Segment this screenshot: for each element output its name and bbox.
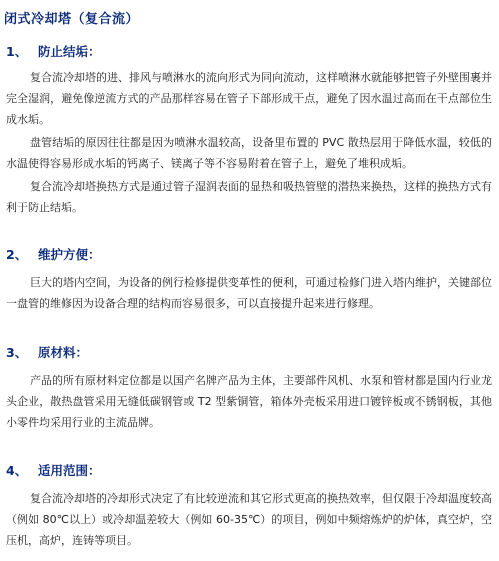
section-heading-prevent-scaling [6, 42, 101, 60]
section-heading-text: 维护方便： [38, 247, 101, 262]
section-heading-text: 适用范围： [38, 463, 101, 478]
section-heading-raw-materials [6, 343, 88, 361]
section-number: 2、 [6, 247, 28, 262]
section-number: 1、 [6, 44, 28, 59]
section-number: 3、 [6, 345, 28, 360]
section-heading-application-scope [6, 461, 101, 479]
section-number: 4、 [6, 463, 28, 478]
paragraph: 巨大的塔内空间，为设备的例行检修提供变革性的便利，可通过检修门进入塔内维护，关键部位一盘管的维修因为设备合理的结构而容易很多，可以直接提升起来进行修理。 [6, 276, 492, 310]
paragraph: 复合流冷却塔的进、排风与喷淋水的流向形式为同向流动，这样喷淋水就能够把管子外壁围裹并完全湿润，避免像逆流方式的产品那样容易在管子下部形成干点，避免了因水温过高而在干点部位生成水垢。 [6, 71, 492, 126]
page-title: 闭式冷却塔（复合流） [4, 12, 140, 27]
paragraph: 复合流冷却塔换热方式是通过管子湿润表面的显热和吸热管壁的潜热来换热，这样的换热方式有利于防止结垢。 [6, 180, 492, 214]
section-heading-text: 防止结垢： [38, 44, 101, 59]
paragraph: 盘管结垢的原因往往都是因为喷淋水温较高，设备里布置的 PVC 散热层用于降低水温，较低的水温使得容易形成水垢的钙离子、镁离子等不容易附着在管子上，避免了堆积成垢。 [6, 136, 492, 170]
section-heading-easy-maintenance [6, 245, 101, 263]
paragraph: 复合流冷却塔的冷却形式决定了有比较逆流和其它形式更高的换热效率，但仅限于冷却温度较高（例如 80℃以上）或冷却温差较大（例如 60-35℃）的项目，例如中频熔炼炉的炉体，真空炉，空压机，高炉，连铸等项目。 [6, 492, 492, 547]
paragraph: 产品的所有原材料定位都是以国产名牌产品为主体，主要部件风机、水泵和管材都是国内行业龙头企业，散热盘管采用无缝低碳钢管或 T2 型紫铜管，箱体外壳板采用进口镀锌板或不锈钢板，其他小零件均采用行业的主流品牌。 [6, 374, 492, 429]
section-heading-text: 原材料： [38, 345, 89, 360]
